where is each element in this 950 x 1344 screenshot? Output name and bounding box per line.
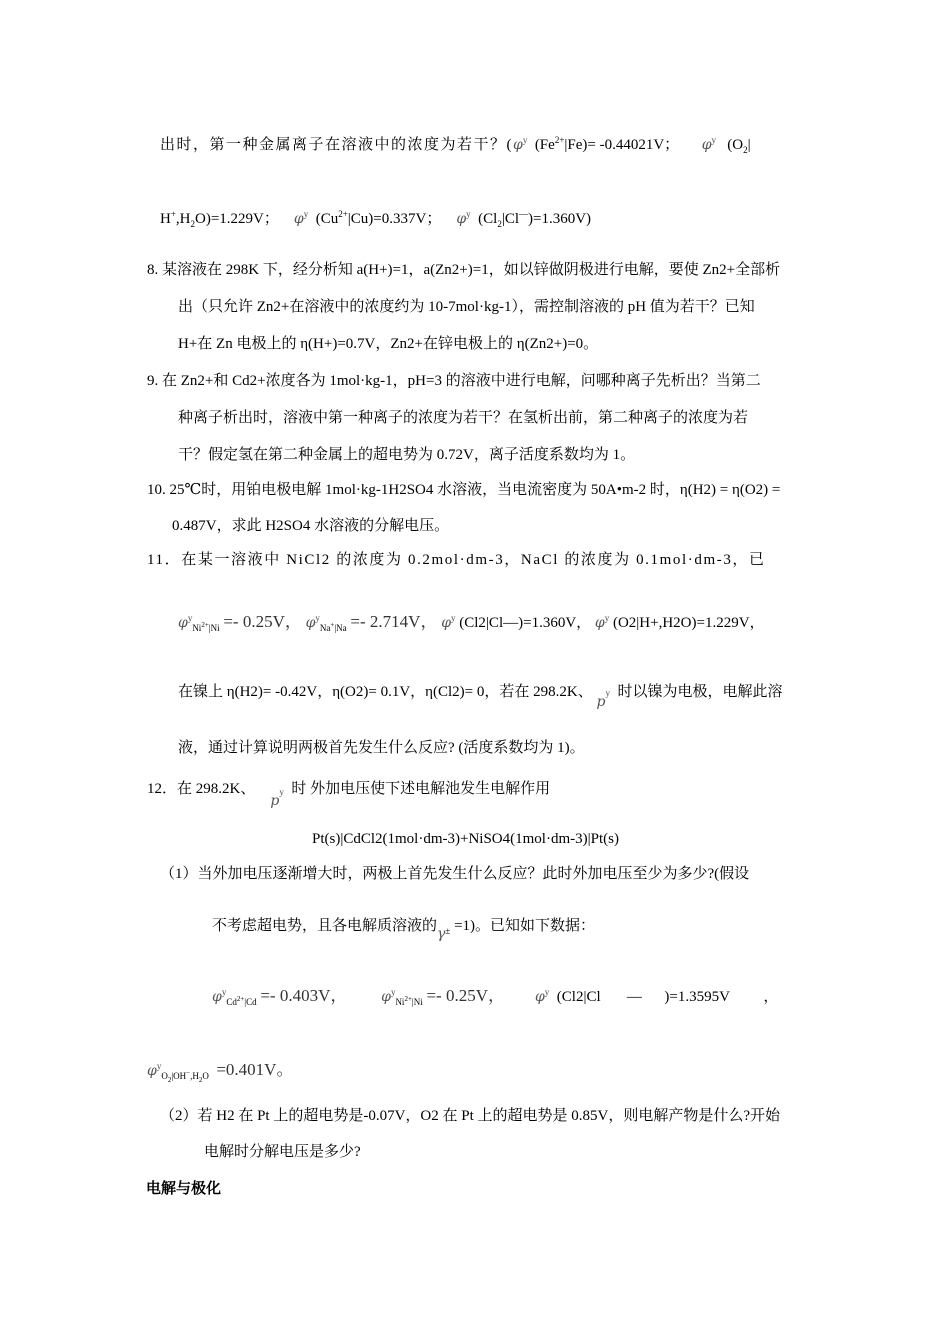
q10-line1: 10. 25℃时，用铂电极电解 1mol·kg-1H2SO4 水溶液，当电流密度为 50A•m-2 时，η(H2) = η(O2) = <box>147 482 781 498</box>
q12-part2-line2: 电解时分解电压是多少? <box>204 1144 361 1160</box>
q11-line3: 在镍上 η(H2)= -0.42V，η(O2)= 0.1V，η(Cl2)= 0，若在 298.2K、 $p^y$ 时以镍为电极，电解此溶 <box>178 684 783 710</box>
phi-symbol: φ <box>456 211 467 227</box>
q11-line2: $\varphi^y_{Ni^{2+}|Ni} =- 0.25V$， $\varphi^y_{Na^+|Na} =- 2.714V$， $\varphi^y$ (Cl2|Cl—)=1.360V， $\varphi^y$ (O2|H+,H2O)=1.229V， <box>178 612 765 633</box>
p-symbol: p <box>270 793 280 809</box>
q9-line1: 9. 在 Zn2+和 Cd2+浓度各为 1mol·kg-1，pH=3 的溶液中进行电解，问哪种离子先析出？当第二 <box>147 373 761 389</box>
q12-part2-line1: （2）若 H2 在 Pt 上的超电势是-0.07V，O2 在 Pt 上的超电势是 0.85V，则电解产物是什么?开始 <box>160 1108 781 1124</box>
q12-part1-line1: （1）当外加电压逐渐增大时，两极上首先发生什么反应？此时外加电压至少为多少?(假设 <box>160 866 750 882</box>
q7-line1: 出时，第一种金属离子在溶液中的浓度为若干？($\varphi^y$ $(Fe^{2+}|Fe)= -0.44021V$； $\varphi^y$ ($O_2|$ <box>160 135 751 155</box>
phi-symbol: φ <box>178 615 188 631</box>
p-symbol: p <box>596 694 606 710</box>
q7-line2: $H^+,H_2O)=1.229V$； $\varphi^y$ $(Cu^{2+}|Cu)=0.337V$； $\varphi^y$ $(Cl_2|Cl^—)=1.360V$) <box>160 209 592 229</box>
gamma-symbol: γ <box>437 926 446 942</box>
q11-line4: 液，通过计算说明两极首先发生什么反应? (活度系数均为 1)。 <box>178 740 585 756</box>
q12-line1: 12．在 298.2K、 $p^y$ 时 外加电压使下述电解池发生电解作用 <box>147 781 551 809</box>
phi-symbol: φ <box>441 615 452 631</box>
phi-symbol: φ <box>513 137 523 153</box>
phi-symbol: φ <box>293 211 304 227</box>
q8-line3: H+在 Zn 电极上的 η(H+)=0.7V，Zn2+在锌电极上的 η(Zn2+)=0。 <box>178 336 599 352</box>
phi-symbol: φ <box>305 615 316 631</box>
q11-line1: 11．在某一溶液中 NiCl2 的浓度为 0.2mol·dm-3，NaCl 的浓度为 0.1mol·dm-3，已 <box>147 552 766 568</box>
q8-line2: 出（只允许 Zn2+在溶液中的浓度约为 10-7mol·kg-1），需控制溶液的 pH 值为若干？已知 <box>178 299 755 315</box>
q12-data-line: $\varphi^y_{Cd^{2+}|Cd} =- 0.403V$， $\varphi^y_{Ni^{2+}|Ni} =- 0.25V$， $\varphi^y$ (Cl2|Cl — )=1.3595V ， <box>212 986 779 1007</box>
q9-line2: 种离子析出时，溶液中第一种离子的浓度为若干？在氢析出前，第二种离子的浓度为若 <box>178 410 749 426</box>
q10-line2: 0.487V，求此 H2SO4 水溶液的分解电压。 <box>172 518 450 534</box>
q12-part1-line2: 不考虑超电势，且各电解质溶液的$\gamma_\pm =1$)。已知如下数据： <box>212 918 596 942</box>
phi-symbol: φ <box>212 989 222 1005</box>
q12-data-line2: $\varphi^y_{O_2|OH^-,H_2O} =0.401V$。 <box>147 1060 294 1084</box>
q12-cell: Pt(s)|CdCl2(1mol·dm-3)+NiSO4(1mol·dm-3)|Pt(s) <box>312 831 619 847</box>
phi-symbol: φ <box>594 615 605 631</box>
phi-symbol: φ <box>381 989 391 1005</box>
phi-symbol: φ <box>147 1063 157 1079</box>
q8-line1: 8. 某溶液在 298K 下，经分析知 a(H+)=1，a(Zn2+)=1，如以锌做阴极进行电解，要使 Zn2+全部析 <box>147 262 781 278</box>
phi-symbol: φ <box>701 137 712 153</box>
section-title: 电解与极化 <box>146 1179 222 1197</box>
q9-line3: 干？假定氢在第二种金属上的超电势为 0.72V，离子活度系数均为 1。 <box>178 447 636 463</box>
phi-symbol: φ <box>534 989 545 1005</box>
